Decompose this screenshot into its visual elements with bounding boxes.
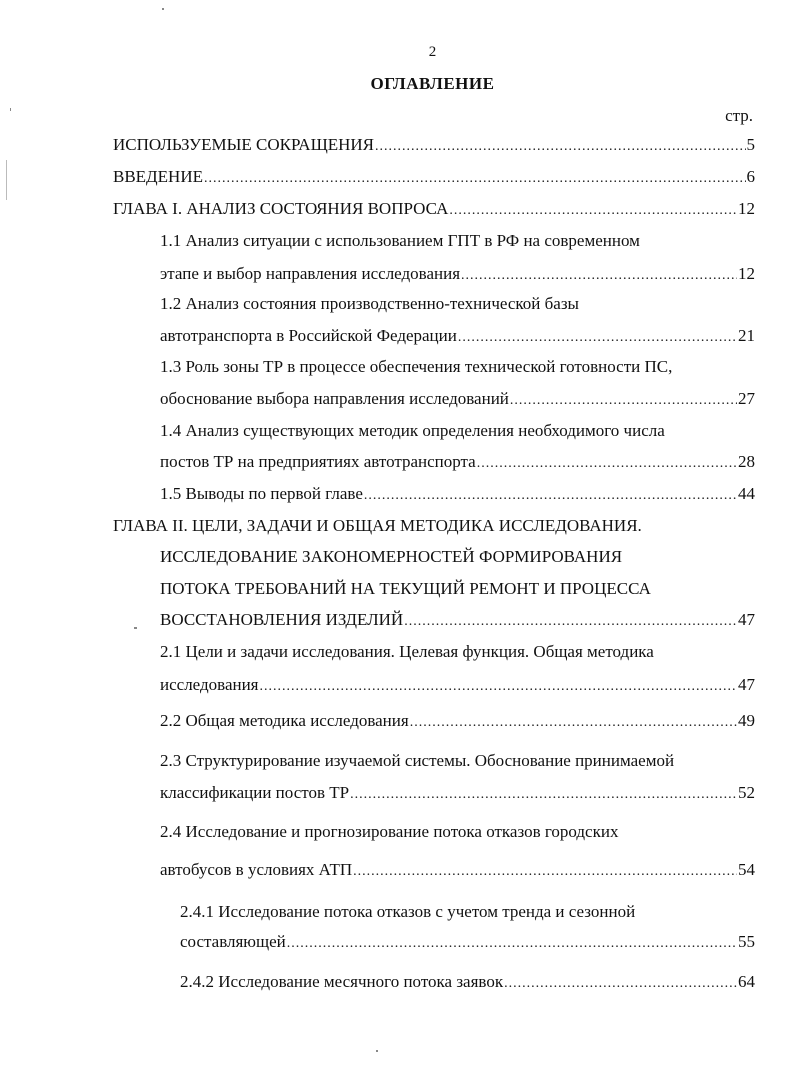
toc-entry-page: 6 xyxy=(746,167,755,186)
leader-dots xyxy=(461,264,737,284)
toc-entry-2-1[interactable] xyxy=(160,675,755,699)
toc-entry-title: постов ТР на предприятиях автотранспорта xyxy=(160,452,476,471)
toc-entry-title: автобусов в условиях АТП xyxy=(160,860,353,879)
leader-dots xyxy=(510,389,737,409)
leader-dots xyxy=(449,199,737,219)
toc-entry-1-4[interactable] xyxy=(160,452,755,476)
toc-entry-title: 2.4.2 Исследование месячного потока заявок xyxy=(180,972,504,991)
scan-speck xyxy=(10,108,11,111)
toc-entry-page: 64 xyxy=(738,972,755,991)
toc-entry-title: ВВЕДЕНИЕ xyxy=(113,167,203,186)
scan-speck xyxy=(6,160,7,200)
toc-entry-title: классификации постов ТР xyxy=(160,783,350,802)
toc-entry-title: ИСПОЛЬЗУЕМЫЕ СОКРАЩЕНИЯ xyxy=(113,135,374,154)
toc-entry-introduction[interactable] xyxy=(113,167,755,191)
scan-speck xyxy=(162,8,164,10)
toc-entry-1-4-line1: 1.4 Анализ существующих методик определения необходимого числа xyxy=(160,421,665,440)
toc-entry-1-1[interactable] xyxy=(160,264,755,288)
leader-dots xyxy=(410,711,737,731)
toc-entry-2-3[interactable] xyxy=(160,783,755,807)
leader-dots xyxy=(477,452,737,472)
toc-entry-chapter-2-line3: ПОТОКА ТРЕБОВАНИЙ НА ТЕКУЩИЙ РЕМОНТ И ПРОЦЕССА xyxy=(160,579,651,598)
toc-entry-chapter-2-line1: ГЛАВА II. ЦЕЛИ, ЗАДАЧИ И ОБЩАЯ МЕТОДИКА ИССЛЕДОВАНИЯ. xyxy=(113,516,642,535)
toc-entry-1-5[interactable] xyxy=(160,484,755,508)
toc-entry-1-1-line1: 1.1 Анализ ситуации с использованием ГПТ в РФ на современном xyxy=(160,231,640,250)
scan-speck xyxy=(134,627,137,629)
toc-entry-2-4-1[interactable] xyxy=(180,932,755,956)
toc-entry-title: составляющей xyxy=(180,932,286,951)
toc-entry-2-3-line1: 2.3 Структурирование изучаемой системы. Обоснование принимаемой xyxy=(160,751,675,770)
page-number: 2 xyxy=(428,44,437,60)
leader-dots xyxy=(375,135,746,155)
toc-entry-chapter-1[interactable] xyxy=(113,199,755,223)
toc-entry-1-3-line1: 1.3 Роль зоны ТР в процессе обеспечения технической готовности ПС, xyxy=(160,357,673,376)
toc-entry-2-1-line1: 2.1 Цели и задачи исследования. Целевая функция. Общая методика xyxy=(160,642,654,661)
leader-dots xyxy=(353,860,737,880)
toc-entry-title: ГЛАВА I. АНАЛИЗ СОСТОЯНИЯ ВОПРОСА xyxy=(113,199,449,218)
toc-entry-1-3[interactable] xyxy=(160,389,755,413)
toc-entry-title: исследования xyxy=(160,675,259,694)
toc-entry-page: 55 xyxy=(738,932,755,951)
leader-dots xyxy=(260,675,737,695)
toc-entry-chapter-2[interactable] xyxy=(160,610,755,634)
toc-entry-title: обоснование выбора направления исследований xyxy=(160,389,509,408)
toc-entry-page: 54 xyxy=(738,860,755,879)
toc-entry-page: 12 xyxy=(738,264,755,283)
toc-entry-title: автотранспорта в Российской Федерации xyxy=(160,326,457,345)
toc-entry-title: 2.2 Общая методика исследования xyxy=(160,711,409,730)
toc-entry-page: 28 xyxy=(738,452,755,471)
leader-dots xyxy=(350,783,737,803)
toc-entry-title: этапе и выбор направления исследования xyxy=(160,264,461,283)
leader-dots xyxy=(364,484,737,504)
page-title: ОГЛАВЛЕНИЕ xyxy=(370,74,495,93)
toc-entry-page: 5 xyxy=(746,135,755,154)
toc-entry-2-2[interactable] xyxy=(160,711,755,735)
toc-entry-page: 52 xyxy=(738,783,755,802)
toc-entry-2-4-line1: 2.4 Исследование и прогнозирование потока отказов городских xyxy=(160,822,619,841)
toc-entry-page: 47 xyxy=(738,610,755,629)
toc-entry-page: 21 xyxy=(738,326,755,345)
page-column-label: стр. xyxy=(725,106,753,125)
toc-entry-page: 49 xyxy=(738,711,755,730)
leader-dots xyxy=(504,972,737,992)
toc-entry-1-2[interactable] xyxy=(160,326,755,350)
toc-entry-2-4-1-line1: 2.4.1 Исследование потока отказов с учетом тренда и сезонной xyxy=(180,902,636,921)
toc-entry-page: 47 xyxy=(738,675,755,694)
leader-dots xyxy=(204,167,746,187)
toc-entry-chapter-2-line2: ИССЛЕДОВАНИЕ ЗАКОНОМЕРНОСТЕЙ ФОРМИРОВАНИЯ xyxy=(160,547,623,566)
toc-entry-title: 1.5 Выводы по первой главе xyxy=(160,484,363,503)
toc-entry-1-2-line1: 1.2 Анализ состояния производственно-технической базы xyxy=(160,294,579,313)
leader-dots xyxy=(404,610,737,630)
toc-entry-title: ВОССТАНОВЛЕНИЯ ИЗДЕЛИЙ xyxy=(160,610,404,629)
toc-entry-2-4[interactable] xyxy=(160,860,755,884)
scan-speck xyxy=(376,1050,378,1052)
toc-entry-page: 12 xyxy=(738,199,755,218)
leader-dots xyxy=(287,932,737,952)
toc-entry-abbreviations[interactable] xyxy=(113,135,755,159)
toc-entry-2-4-2[interactable] xyxy=(180,972,755,996)
toc-entry-page: 27 xyxy=(738,389,755,408)
leader-dots xyxy=(458,326,737,346)
toc-entry-page: 44 xyxy=(738,484,755,503)
